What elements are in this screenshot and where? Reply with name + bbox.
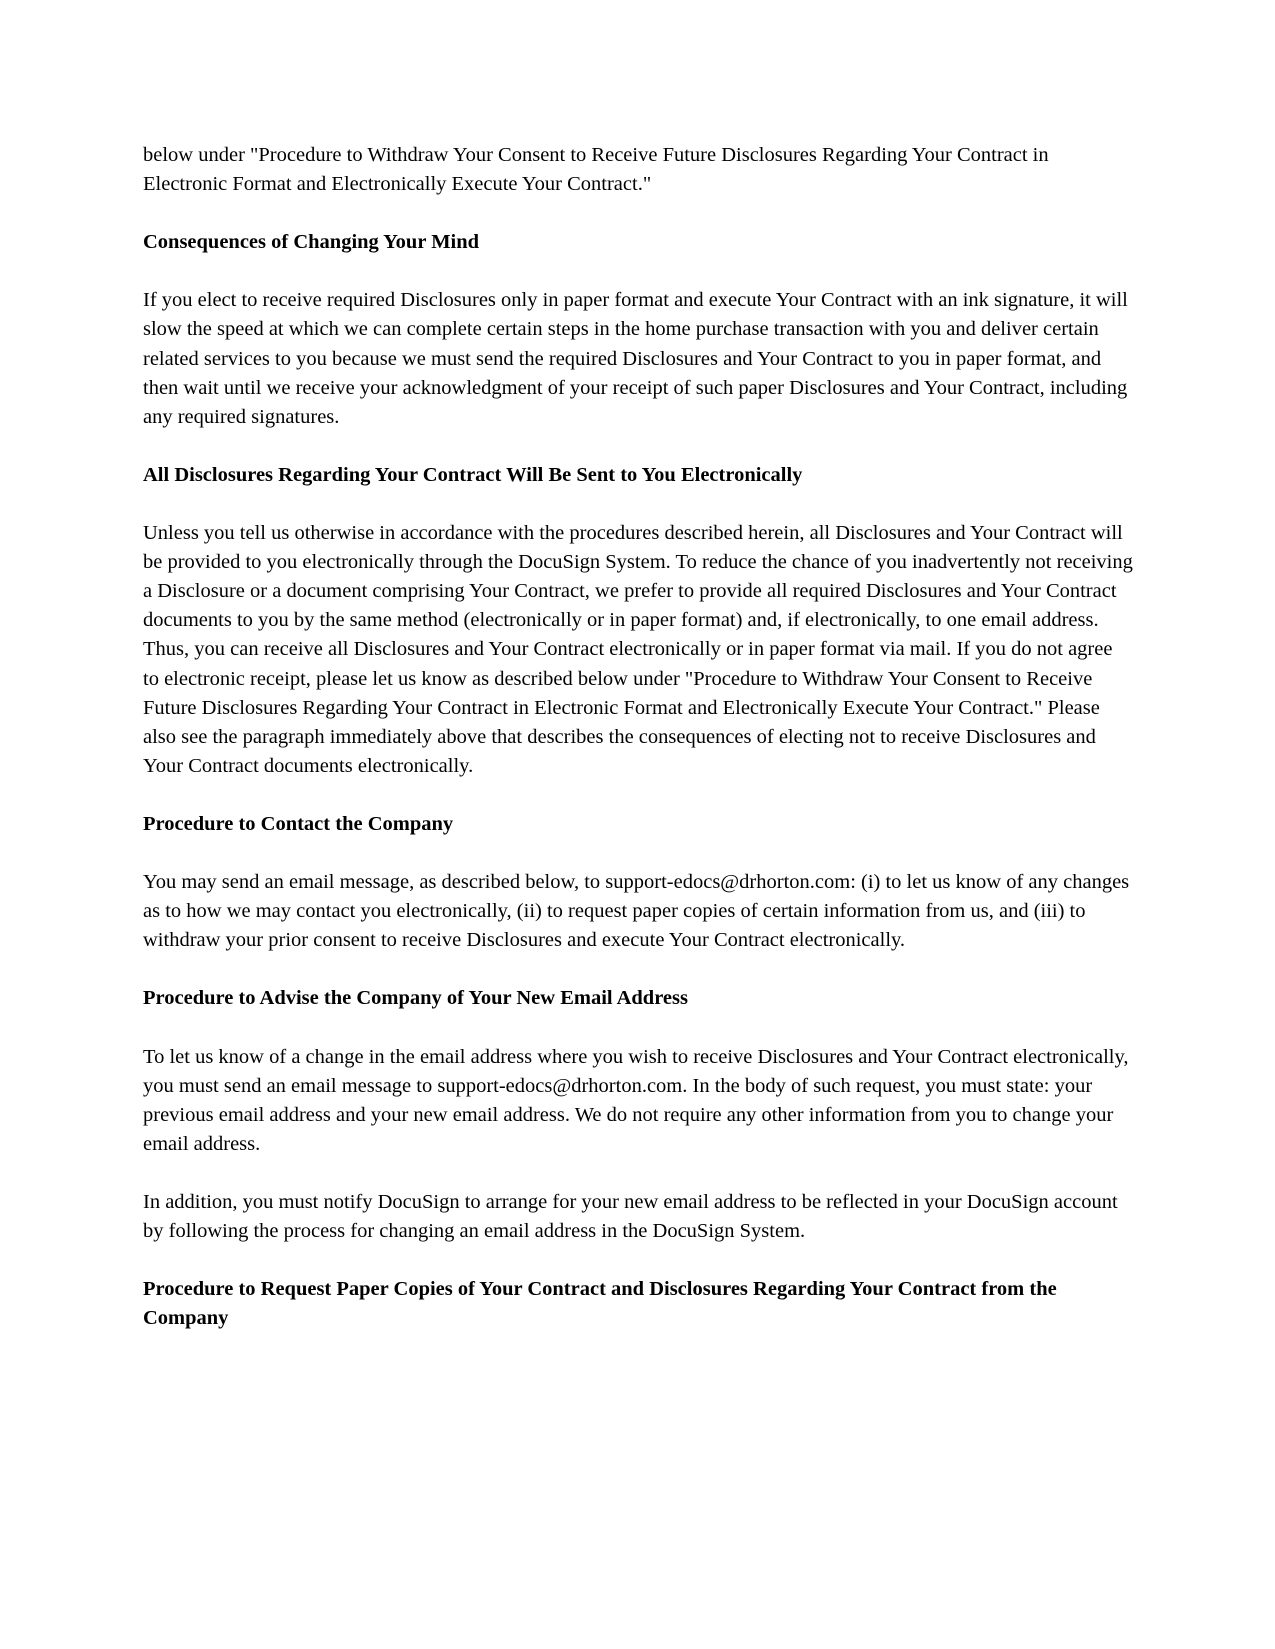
paragraph-consequences: If you elect to receive required Disclosures only in paper format and execute Your Contract with an ink signature, it will slow the speed at which we can complete certain steps in the home purchase transaction with you and deliver certain related services to you because we must send the required Disclosures and Your Contract to you in paper format, and then wait until we receive your acknowledgment of your receipt of such paper Disclosures and Your Contract, including any required signatures.: [143, 289, 1128, 428]
section-heading-all-disclosures: All Disclosures Regarding Your Contract Will Be Sent to You Electronically: [143, 463, 803, 486]
paragraph-continuation: below under "Procedure to Withdraw Your Consent to Receive Future Disclosures Regarding Your Contract in Electronic Format and Electronically Execute Your Contract.": [143, 144, 1049, 196]
section-heading-new-email-address: Procedure to Advise the Company of Your New Email Address: [143, 987, 688, 1010]
section-heading-consequences: Consequences of Changing Your Mind: [143, 231, 480, 254]
paragraph-new-email-address: To let us know of a change in the email address where you wish to receive Disclosures and Your Contract electronically, you must send an email message to support-edocs@drhorton.com. In the body of such request, you must state: your previous email address and your new email address. We do not require any other information from you to change your email address.: [143, 1045, 1129, 1155]
paragraph-all-disclosures: Unless you tell us otherwise in accordance with the procedures described herein, all Disclosures and Your Contract will be provided to you electronically through the DocuSign System. To reduce the chance of you inadvertently not receiving a Disclosure or a document comprising Your Contract, we prefer to provide all required Disclosures and Your Contract documents to you by the same method (electronically or in paper format) and, if electronically, to one email address. Thus, you can receive all Disclosures and Your Contract electronically or in paper format via mail. If you do not agree to electronic receipt, please let us know as described below under "Procedure to Withdraw Your Consent to Receive Future Disclosures Regarding Your Contract in Electronic Format and Electronically Execute Your Contract." Please also see the paragraph immediately above that describes the consequences of electing not to receive Disclosures and Your Contract documents electronically.: [143, 521, 1133, 777]
paragraph-contact-company: You may send an email message, as described below, to support-edocs@drhorton.com: (i) to let us know of any changes as to how we may contact you electronically, (ii) to request paper copies of certain information from us, and (iii) to withdraw your prior consent to receive Disclosures and execute Your Contract electronically.: [143, 871, 1130, 952]
section-heading-request-paper-copies: Procedure to Request Paper Copies of Your Contract and Disclosures Regarding Your Contract from the Company: [143, 1278, 1057, 1330]
section-heading-contact-company: Procedure to Contact the Company: [143, 812, 454, 835]
paragraph-notify-docusign: In addition, you must notify DocuSign to arrange for your new email address to be reflected in your DocuSign account by following the process for changing an email address in the DocuSign System.: [143, 1190, 1118, 1243]
